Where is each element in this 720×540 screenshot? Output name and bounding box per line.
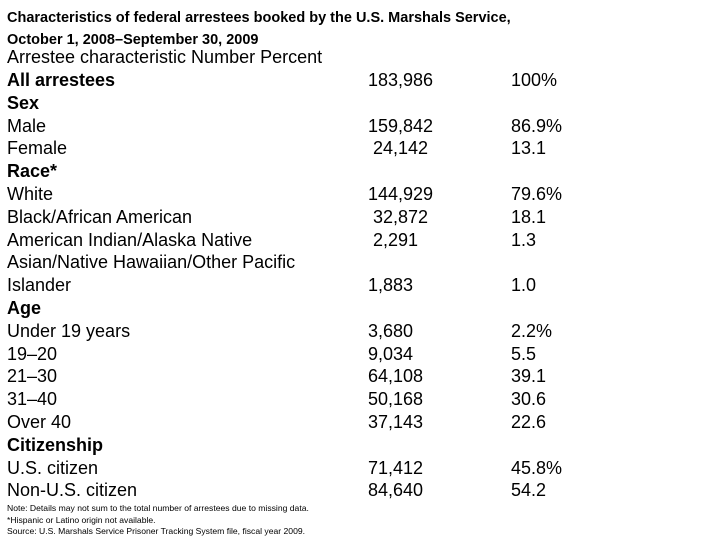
table-row [0,274,720,297]
row-label: Black/African American [7,206,193,227]
row-label: U.S. citizen [7,457,99,478]
table-row [0,320,720,343]
row-number: 32,872 [368,206,429,227]
table-row [0,343,720,366]
row-label: Asian/Native Hawaiian/Other Pacific [7,252,296,273]
row-label: American Indian/Alaska Native [7,229,253,250]
row-percent: 2.2% [511,320,553,341]
row-number: 37,143 [368,412,424,432]
row-percent: 45.8% [511,457,563,478]
note-source: Source: U.S. Marshals Service Prisoner Tracking System file, fiscal year 2009. [7,526,306,536]
table-row [0,457,720,480]
row-label: Over 40 [7,412,72,432]
row-number: 3,680 [368,320,414,341]
row-percent: 5.5 [511,343,537,364]
row-number: 159,842 [368,115,434,136]
footnotes [7,503,309,538]
table-row [0,365,720,388]
row-number: 84,640 [368,480,424,501]
row-percent: 39.1 [511,366,547,387]
row-percent: 13.1 [511,138,547,159]
table-row [0,297,720,320]
row-label: Under 19 years [7,320,131,341]
row-label: Age [7,298,42,318]
row-label: 21–30 [7,366,58,387]
row-label: Citizenship [7,434,104,455]
page-title: Characteristics of federal arrestees booked by the U.S. Marshals Service, October 1, 2008–September 30, 2009 [7,10,511,48]
row-percent: 30.6 [511,389,547,410]
row-label: Islander [7,275,72,296]
row-label: 19–20 [7,343,58,364]
table-row [0,183,720,206]
note-hispanic: *Hispanic or Latino origin not available. [7,514,156,525]
table-row [0,206,720,229]
table-row [0,229,720,252]
row-number: 24,142 [368,138,429,159]
row-label: Non-U.S. citizen [7,480,138,501]
table-row [0,160,720,183]
table-row [0,479,720,502]
row-number: 71,412 [368,457,424,478]
table-row [0,115,720,138]
row-percent: 1.0 [511,275,537,296]
row-number: 9,034 [368,343,414,364]
row-percent: 1.3 [511,229,537,250]
table-row [0,137,720,160]
row-label: 31–40 [7,389,58,410]
row-number: 2,291 [368,229,419,250]
row-percent: 54.2 [511,480,547,501]
row-label: Male [7,115,47,136]
table-row [0,388,720,411]
table-row [0,92,720,115]
note-missing-data: Note: Details may not sum to the total number of arrestees due to missing data. [7,503,309,513]
table-row [0,434,720,457]
table-row [0,251,720,274]
table-row [0,411,720,434]
column-header-line: Arrestee characteristic Number Percent [7,47,323,67]
row-number: 50,168 [368,389,424,410]
row-label: White [7,184,54,204]
row-label: Female [7,138,68,159]
row-percent: 79.6% [511,184,563,204]
row-number: 64,108 [368,366,424,387]
row-percent: 18.1 [511,206,547,227]
row-number: 144,929 [368,184,434,204]
row-percent: 86.9% [511,115,563,136]
row-label: All arrestees [7,70,116,90]
row-number: 183,986 [368,70,434,90]
row-number: 1,883 [368,275,414,296]
row-percent: 100% [511,70,558,90]
row-percent: 22.6 [511,412,547,432]
row-label: Race* [7,161,58,182]
table-row [0,69,720,92]
row-label: Sex [7,92,40,113]
